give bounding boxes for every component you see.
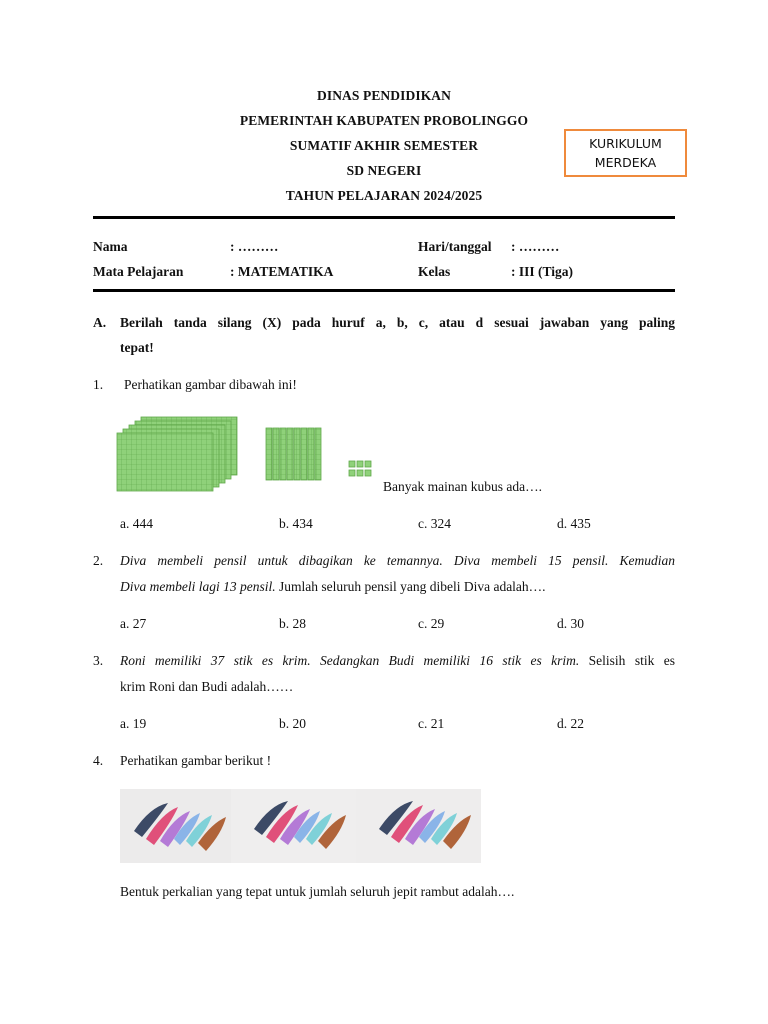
question-2-option-d[interactable]: d. 30 xyxy=(557,616,584,631)
badge-line-1: KURIKULUM xyxy=(589,136,662,151)
question-1-option-c[interactable]: c. 324 xyxy=(418,516,451,531)
header-line-1: DINAS PENDIDIKAN xyxy=(317,88,451,103)
question-1-caption: Banyak mainan kubus ada…. xyxy=(383,479,542,494)
question-2-line-2 xyxy=(120,579,546,595)
question-3-line-1-italic: Roni memiliki 37 stik es krim. Sedangkan Budi memiliki 16 stik es krim. xyxy=(120,653,580,668)
kurikulum-badge xyxy=(564,129,687,177)
top-divider xyxy=(93,216,675,219)
question-2-line-1: Diva membeli pensil untuk dibagikan ke temannya. Diva membeli 15 pensil. Kemudian xyxy=(120,553,675,568)
question-3-number: 3. xyxy=(93,653,104,668)
section-letter: A. xyxy=(93,315,107,330)
header-line-3: SUMATIF AKHIR SEMESTER xyxy=(289,138,479,153)
unit-cubes xyxy=(349,461,371,476)
question-3-line-1 xyxy=(120,653,675,669)
mapel-value: : MATEMATIKA xyxy=(230,264,334,279)
question-1-option-d[interactable]: d. 435 xyxy=(557,516,591,531)
hair-clips-image xyxy=(120,789,481,863)
section-instruction-line-1: Berilah tanda silang (X) pada huruf a, b, c, atau d sesuai jawaban yang paling xyxy=(120,315,675,330)
question-3-option-b[interactable]: b. 20 xyxy=(279,716,306,731)
badge-line-2: MERDEKA xyxy=(594,155,657,170)
header-line-5: TAHUN PELAJARAN 2024/2025 xyxy=(285,188,483,203)
header-line-2: PEMERINTAH KABUPATEN PROBOLINGGO xyxy=(239,113,529,128)
question-2-option-c[interactable]: c. 29 xyxy=(418,616,445,631)
question-1-option-b[interactable]: b. 434 xyxy=(279,516,313,531)
question-1-text: Perhatikan gambar dibawah ini! xyxy=(124,377,297,392)
question-3-option-c[interactable]: c. 21 xyxy=(418,716,445,731)
info-divider xyxy=(93,289,675,292)
nama-value: : ……… xyxy=(230,239,279,254)
question-3-option-d[interactable]: d. 22 xyxy=(557,716,584,731)
question-2-line-2-plain: Jumlah seluruh pensil yang dibeli Diva adalah…. xyxy=(275,579,546,594)
nama-label: Nama xyxy=(93,239,128,254)
question-4-footer: Bentuk perkalian yang tepat untuk jumlah seluruh jepit rambut adalah…. xyxy=(120,884,515,899)
question-2-option-a[interactable]: a. 27 xyxy=(120,616,147,631)
hundreds-flats xyxy=(117,417,237,491)
question-1-option-a[interactable]: a. 444 xyxy=(120,516,153,531)
question-3-line-2: krim Roni dan Budi adalah…… xyxy=(120,679,294,694)
hari-label: Hari/tanggal xyxy=(418,239,492,254)
question-3-line-1-plain: Selisih stik es xyxy=(579,653,675,668)
tens-rods xyxy=(266,428,321,480)
question-3-option-a[interactable]: a. 19 xyxy=(120,716,147,731)
question-4-text: Perhatikan gambar berikut ! xyxy=(120,753,272,768)
base-ten-blocks-image xyxy=(116,414,382,494)
kelas-value: : III (Tiga) xyxy=(511,264,574,279)
question-2-number: 2. xyxy=(93,553,104,568)
question-2-option-b[interactable]: b. 28 xyxy=(279,616,306,631)
question-2-line-2-italic: Diva membeli lagi 13 pensil. xyxy=(120,579,276,594)
hari-value: : ……… xyxy=(511,239,560,254)
section-instruction-line-2: tepat! xyxy=(120,340,154,355)
mapel-label: Mata Pelajaran xyxy=(93,264,184,279)
question-4-number: 4. xyxy=(93,753,104,768)
question-1-number: 1. xyxy=(93,377,104,392)
kelas-label: Kelas xyxy=(418,264,451,279)
header-line-4: SD NEGERI xyxy=(346,163,422,178)
